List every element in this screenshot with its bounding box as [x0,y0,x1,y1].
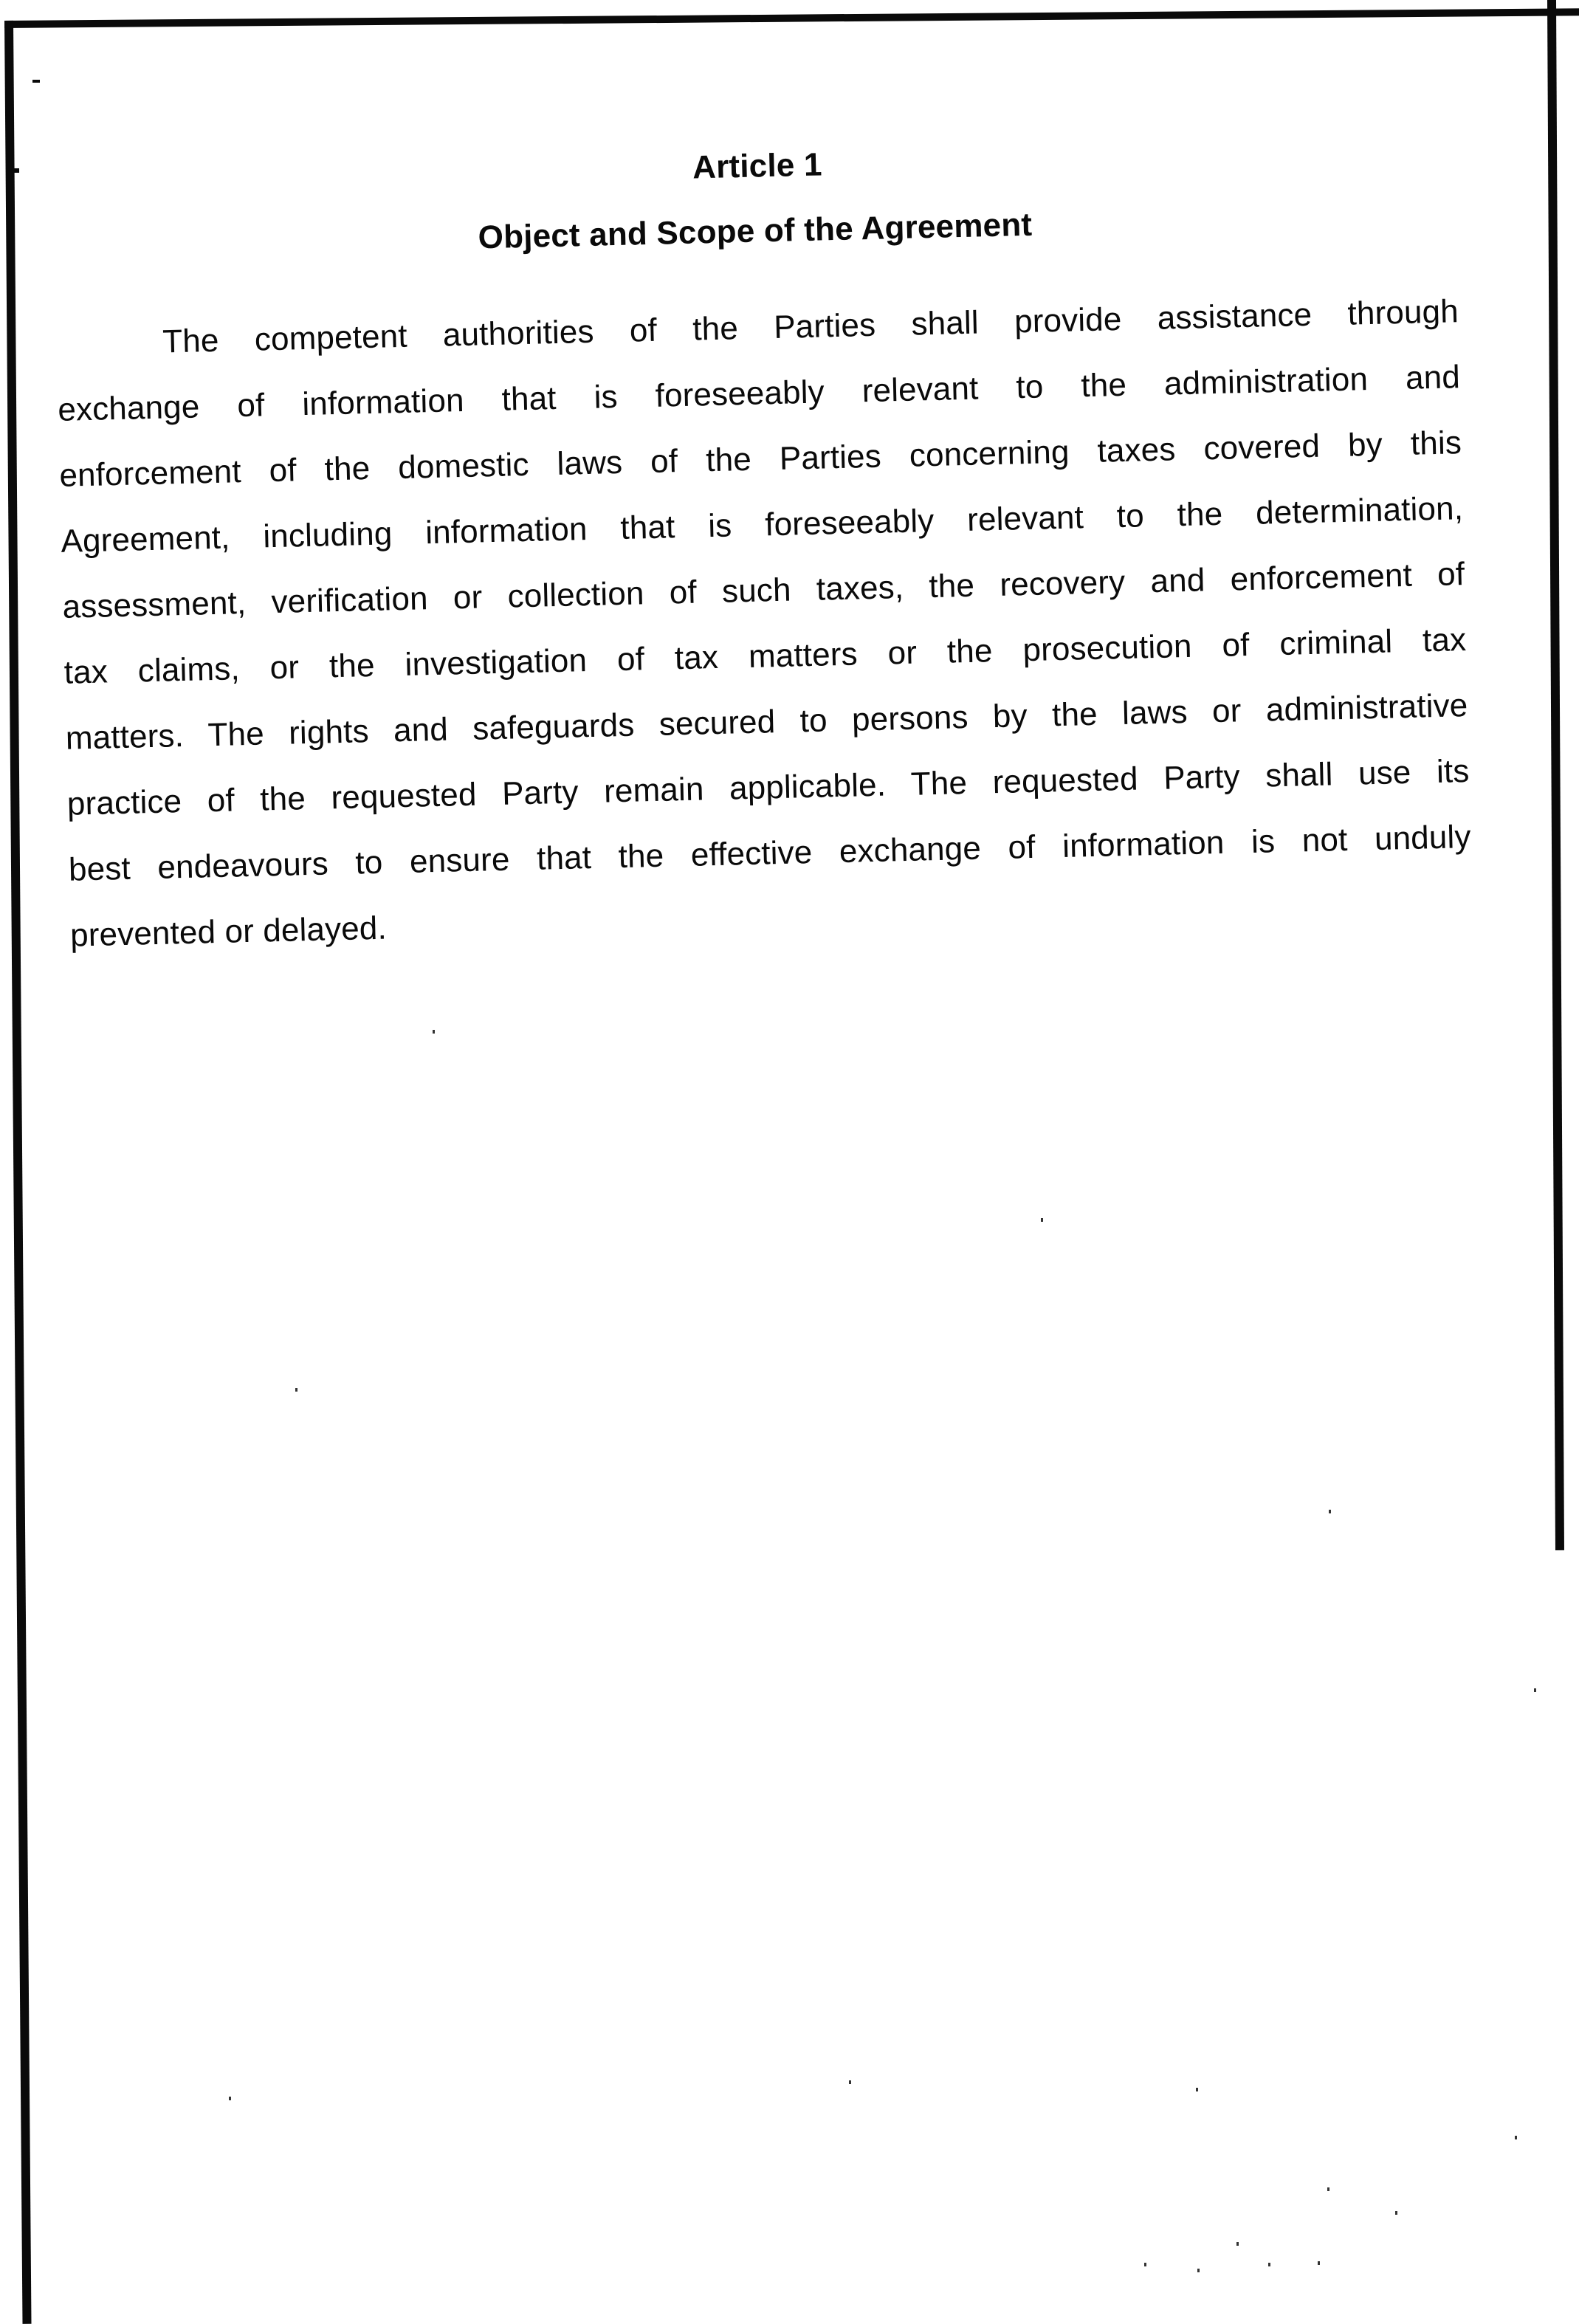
scan-speck [1327,2187,1329,2191]
scan-speck [1534,1688,1536,1692]
scan-speck [1196,2088,1198,2091]
scan-speck [1318,2261,1320,2265]
scan-speck [1395,2211,1397,2215]
paragraph-line: best endeavours to ensure that the effective exchange of information is not unduly [68,818,1472,888]
scan-speck [849,2080,851,2084]
document-body [52,114,1473,968]
scan-speck [1268,2263,1270,2266]
scan-artifact [32,80,40,83]
paragraph-line: practice of the requested Party remain applicable. The requested Party shall use its [66,752,1470,822]
article-paragraph [55,278,1473,969]
paragraph-line: exchange of information that is foreseeably relevant to the administration and [57,359,1461,428]
paragraph-line: Agreement, including information that is foreseeably relevant to the determination, [60,490,1464,560]
scan-speck [1329,1510,1331,1513]
paragraph-line: matters. The rights and safeguards secured to persons by the laws or administrative [65,687,1468,757]
paragraph-line: prevented or delayed. [69,910,388,954]
scan-speck [1515,2136,1517,2139]
scan-speck [1144,2263,1146,2266]
scan-speck [295,1388,297,1392]
paragraph-line: assessment, verification or collection of such taxes, the recovery and enforcement of [62,556,1465,625]
scan-speck [1041,1218,1043,1222]
scan-speck [433,1030,435,1034]
paragraph-line: tax claims, or the investigation of tax matters or the prosecution of criminal tax [63,622,1467,691]
paragraph-line: enforcement of the domestic laws of the Parties concerning taxes covered by this [58,424,1462,494]
scan-artifact [9,168,19,173]
scan-speck [229,2097,231,2100]
article-number-heading: Article 1 [692,146,823,186]
scan-speck [1236,2242,1239,2246]
paragraph-line: The competent authorities of the Parties shall provide assistance through [162,293,1459,360]
scan-speck [1197,2269,1200,2272]
article-title-heading: Object and Scope of the Agreement [478,206,1033,256]
